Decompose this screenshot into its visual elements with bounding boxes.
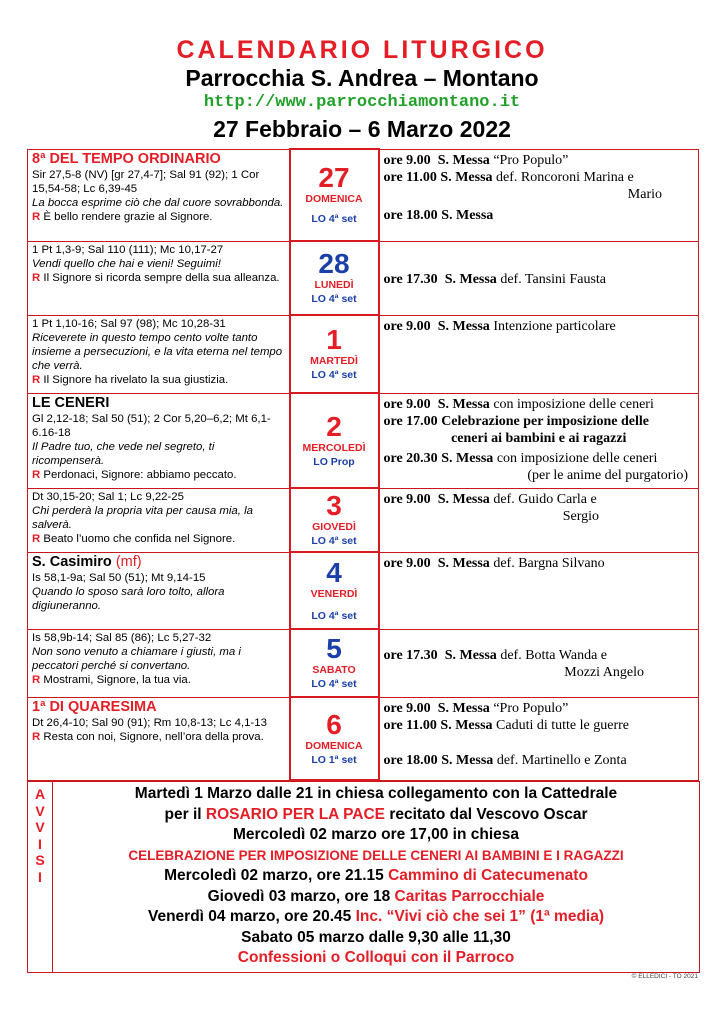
liturgy-cell (28, 488, 290, 552)
masses-cell (379, 393, 699, 488)
antiphon: Non sono venuto a chiamare i giusti, ma i peccatori perché si convertano. (32, 645, 241, 672)
mass-item: ore 9.00 S. Messa Intenzione particolare (383, 318, 616, 334)
response: R È bello rendere grazie al Signore. (32, 211, 213, 224)
feast-title: 1ª DI QUARESIMA (32, 698, 157, 715)
readings: Dt 26,4-10; Sal 90 (91); Rm 10,8-13; Lc 4,1-13 (32, 716, 267, 729)
liturgy-cell (28, 149, 290, 241)
mass-item: ore 17.00 Celebrazione per imposizione delle (383, 413, 649, 429)
masses-cell (379, 552, 699, 629)
masses-cell (379, 629, 699, 697)
notices-list (53, 784, 699, 969)
day-cell (290, 315, 379, 393)
day-number: 3 (326, 490, 342, 521)
mass-item: ore 9.00 S. Messa “Pro Populo” (383, 152, 569, 168)
day-number: 6 (326, 708, 342, 740)
liturgy-hours: LO 1ª set (311, 753, 357, 766)
day-number: 28 (318, 248, 350, 279)
notice-line: per il ROSARIO PER LA PACE recitato dal Vescovo Oscar (164, 805, 588, 823)
mass-item: ore 9.00 S. Messa def. Guido Carla e (383, 491, 597, 507)
page-title: CALENDARIO LITURGICO (176, 36, 548, 64)
mass-item: ore 17.30 S. Messa def. Tansini Fausta (383, 271, 607, 287)
day-number: 2 (326, 410, 342, 442)
day-number: 5 (326, 633, 342, 664)
mass-item: ore 20.30 S. Messa con imposizione delle ceneri (383, 450, 658, 466)
day-name: DOMENICA (305, 193, 363, 205)
mass-intent-cont: ceneri ai bambini e ai ragazzi (451, 430, 627, 446)
notice-line: Giovedì 03 marzo, ore 18 Caritas Parrocchiale (207, 887, 545, 905)
liturgy-cell (28, 552, 290, 629)
day-cell (290, 393, 379, 488)
masses-cell (379, 315, 699, 393)
day-cell (290, 149, 379, 241)
day-row (28, 552, 699, 629)
mass-intent-cont: (per le anime del purgatorio) (527, 467, 688, 483)
antiphon: Riceverete in questo tempo cento volte tanto insieme a persecuzioni, e la vita eterna nel tempo che verrà. (32, 331, 283, 373)
response: R Il Signore ha rivelato la sua giustizia. (32, 374, 229, 387)
mass-item: ore 9.00 S. Messa con imposizione delle ceneri (383, 396, 654, 412)
notices-box (27, 781, 700, 973)
liturgy-hours: LO 4ª set (311, 293, 357, 305)
liturgy-cell (28, 629, 290, 697)
readings: Sir 27,5-8 (NV) [gr 27,4-7]; Sal 91 (92); 1 Cor 15,54-58; Lc 6,39-45 (32, 168, 260, 195)
liturgy-hours: LO 4ª set (311, 678, 357, 690)
liturgy-cell (28, 393, 290, 488)
notice-line: Mercoledì 02 marzo, ore 21.15 Cammino di Catecumenato (164, 867, 588, 884)
feast-title: 8ª DEL TEMPO ORDINARIO (32, 150, 221, 167)
day-name: DOMENICA (305, 739, 363, 752)
response: R Resta con noi, Signore, nell’ora della prova. (32, 730, 264, 743)
liturgy-hours: LO Prop (313, 455, 355, 468)
mass-intent-cont: Sergio (562, 508, 599, 524)
readings: Is 58,9b-14; Sal 85 (86); Lc 5,27-32 (32, 631, 212, 644)
liturgy-hours: LO 4ª set (311, 535, 357, 547)
mass-item: ore 18.00 S. Messa (383, 207, 494, 223)
liturgy-cell (28, 241, 290, 315)
day-name: LUNEDÌ (314, 279, 354, 291)
notice-line: CELEBRAZIONE PER IMPOSIZIONE DELLE CENERI AI BAMBINI E I RAGAZZI (128, 847, 624, 863)
notice-line: Sabato 05 marzo dalle 9,30 alle 11,30 (241, 928, 511, 946)
day-number: 4 (326, 556, 342, 588)
day-number: 1 (326, 324, 342, 355)
day-row (28, 697, 699, 780)
mass-item: ore 18.00 S. Messa def. Martinello e Zonta (383, 752, 627, 768)
day-name: VENERDÌ (310, 587, 358, 600)
readings: Gl 2,12-18; Sal 50 (51); 2 Cor 5,20–6,2; Mt 6,1-6.16-18 (32, 412, 271, 439)
mass-item: ore 9.00 S. Messa def. Bargna Silvano (383, 555, 605, 571)
liturgy-hours: LO 4ª set (311, 213, 357, 225)
mass-item: ore 17.30 S. Messa def. Botta Wanda e (383, 648, 608, 663)
parish-name: Parrocchia S. Andrea – Montano (185, 65, 539, 91)
liturgy-hours: LO 4ª set (311, 369, 357, 381)
response: R Mostrami, Signore, la tua via. (32, 674, 191, 687)
page-header (0, 36, 724, 144)
readings: Dt 30,15-20; Sal 1; Lc 9,22-25 (32, 490, 184, 503)
antiphon: La bocca esprime ciò che dal cuore sovrabbonda. (32, 196, 284, 209)
notice-line: Mercoledì 02 marzo ore 17,00 in chiesa (232, 826, 520, 843)
day-cell (290, 552, 379, 629)
notice-line: Martedì 1 Marzo dalle 21 in chiesa collegamento con la Cattedrale (134, 785, 618, 802)
notice-line: Confessioni o Colloqui con il Parroco (237, 949, 515, 966)
liturgy-cell (28, 315, 290, 393)
website-link[interactable]: http://www.parrocchiamontano.it (203, 93, 521, 112)
day-row (28, 393, 699, 488)
masses-cell (379, 697, 699, 780)
day-cell (290, 241, 379, 315)
day-cell (290, 488, 379, 552)
antiphon: Quando lo sposo sarà loro tolto, allora digiuneranno. (32, 585, 225, 612)
mass-item: ore 11.00 S. Messa Caduti di tutte le guerre (383, 717, 629, 733)
day-row (28, 241, 699, 315)
readings: 1 Pt 1,3-9; Sal 110 (111); Mc 10,17-27 (32, 243, 224, 256)
masses-cell (379, 488, 699, 552)
date-range: 27 Febbraio – 6 Marzo 2022 (213, 116, 511, 142)
liturgy-hours: LO 4ª set (311, 609, 357, 622)
response: R Beato l’uomo che confida nel Signore. (32, 533, 236, 546)
masses-cell (379, 241, 699, 315)
day-row (28, 488, 699, 552)
calendar-table (27, 148, 699, 781)
mass-intent-cont: Mozzi Angelo (564, 665, 644, 680)
antiphon: Vendi quello che hai e vieni! Seguimi! (32, 257, 221, 270)
masses-cell (379, 149, 699, 241)
feast-title: S. Casimiro (mf) (32, 553, 142, 570)
day-row (28, 315, 699, 393)
day-name: MERCOLEDÌ (302, 441, 366, 454)
day-cell (290, 629, 379, 697)
readings: 1 Pt 1,10-16; Sal 97 (98); Mc 10,28-31 (32, 317, 226, 330)
day-name: MARTEDÌ (310, 355, 358, 367)
readings: Is 58,1-9a; Sal 50 (51); Mt 9,14-15 (32, 571, 206, 584)
mass-intent-cont: Mario (627, 186, 662, 202)
antiphon: Chi perderà la propria vita per causa mia, la salverà. (32, 504, 253, 531)
notices-label: A V V I S I (28, 782, 53, 972)
response: R Il Signore si ricorda sempre della sua alleanza. (32, 271, 280, 284)
copyright: © ELLEDICI - TO 2021 (631, 973, 698, 980)
day-name: SABATO (312, 664, 356, 676)
antiphon: Il Padre tuo, che vede nel segreto, ti ricompenserà. (32, 440, 215, 468)
notice-line: Venerdì 04 marzo, ore 20.45 Inc. “Vivi ciò che sei 1” (1ª media) (147, 908, 605, 925)
day-name: GIOVEDÌ (312, 521, 356, 533)
liturgy-cell (28, 697, 290, 780)
day-row (28, 149, 699, 241)
day-cell (290, 697, 379, 780)
mass-item: ore 9.00 S. Messa “Pro Populo” (383, 700, 569, 716)
feast-title: LE CENERI (32, 394, 110, 411)
day-row (28, 629, 699, 697)
response: R Perdonaci, Signore: abbiamo peccato. (32, 469, 237, 482)
day-number: 27 (318, 162, 350, 193)
mass-item: ore 11.00 S. Messa def. Roncoroni Marina e (383, 169, 634, 185)
